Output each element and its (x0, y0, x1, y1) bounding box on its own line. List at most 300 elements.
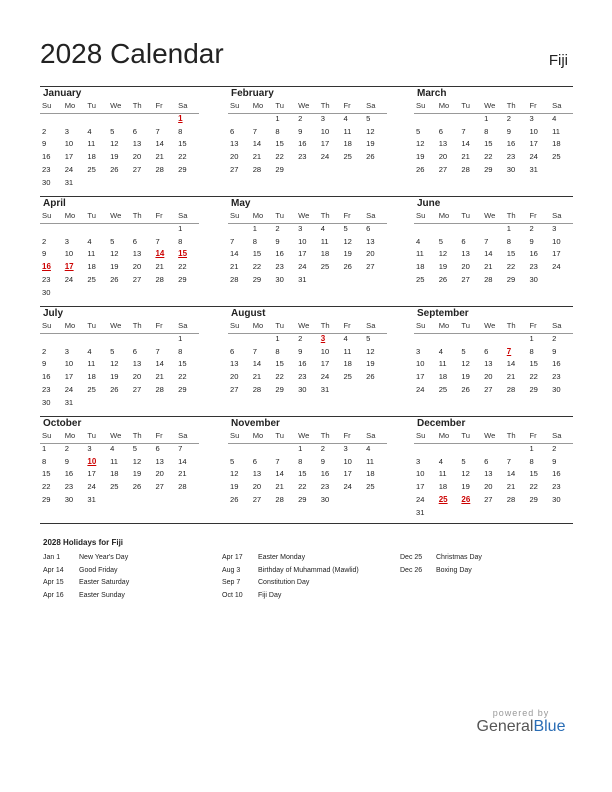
day-cell: 27 (230, 164, 239, 174)
month-march (414, 88, 573, 198)
day-cell: 15 (529, 469, 538, 479)
day-cell: 7 (461, 126, 466, 136)
weekday-label: Th (132, 321, 142, 330)
day-cell: 8 (484, 126, 489, 136)
weekday-label: We (110, 431, 122, 440)
day-cell: 28 (230, 274, 239, 284)
section-rule (40, 86, 573, 87)
empty-cell (176, 494, 199, 507)
brand-name-a: General (476, 718, 534, 735)
day-cell: 30 (552, 494, 561, 504)
weekday-label: Th (320, 101, 330, 110)
day-cell: 19 (366, 139, 375, 149)
day-cell: 6 (484, 456, 489, 466)
day-cell: 27 (132, 384, 142, 394)
empty-cell (108, 223, 131, 236)
empty-cell (131, 177, 154, 190)
day-cell: 28 (484, 274, 493, 284)
day-cell: 29 (178, 274, 187, 284)
weekday-underline (414, 223, 573, 224)
day-cell: 3 (298, 223, 303, 233)
weekday-label: We (484, 321, 496, 330)
day-cell: 2 (42, 346, 47, 356)
week-row (414, 248, 573, 261)
day-cell: 21 (252, 372, 262, 382)
week-row (40, 113, 199, 126)
day-cell: 28 (275, 494, 284, 504)
holiday-entry (43, 577, 175, 590)
week-row (40, 456, 199, 469)
day-cell: 27 (155, 482, 164, 492)
day-cell: 30 (529, 274, 538, 284)
day-cell: 5 (343, 223, 348, 233)
day-cell: 22 (484, 152, 493, 162)
empty-cell (85, 333, 108, 346)
day-cell: 13 (155, 456, 164, 466)
day-cell: 21 (484, 262, 493, 272)
week-row (228, 113, 387, 126)
day-cell: 12 (366, 346, 375, 356)
empty-cell (251, 113, 274, 126)
week-row (40, 333, 199, 346)
day-cell: 12 (416, 139, 425, 149)
day-cell: 7 (275, 456, 280, 466)
day-cell: 25 (87, 384, 96, 394)
holiday-date: Dec 25 (400, 554, 423, 561)
day-cell: 29 (275, 164, 284, 174)
weekday-label: Fr (155, 101, 163, 110)
empty-cell (414, 113, 437, 126)
weekday-label: Su (42, 101, 52, 110)
empty-cell (108, 287, 131, 300)
empty-cell (40, 113, 63, 126)
weekday-label: Su (42, 211, 52, 220)
day-cell: 3 (416, 346, 421, 356)
day-cell: 14 (506, 359, 516, 369)
day-cell: 22 (178, 262, 187, 272)
day-cell: 11 (320, 236, 329, 246)
day-cell: 27 (461, 274, 470, 284)
day-cell: 23 (506, 152, 516, 162)
month-name: March (417, 88, 447, 99)
week-row (40, 236, 199, 249)
day-cell: 29 (178, 384, 187, 394)
week-row (40, 248, 199, 261)
day-cell: 3 (87, 443, 92, 453)
day-cell: 7 (252, 126, 257, 136)
weekday-header (40, 100, 199, 113)
week-row (228, 164, 387, 177)
day-cell: 30 (506, 164, 516, 174)
week-row (228, 456, 387, 469)
weekday-header (228, 100, 387, 113)
day-cell: 20 (366, 249, 375, 259)
day-cell: 25 (552, 152, 561, 162)
day-cell: 16 (506, 139, 516, 149)
empty-cell (550, 164, 573, 177)
day-cell: 25 (87, 274, 96, 284)
empty-cell (437, 443, 460, 456)
day-cell: 20 (230, 372, 239, 382)
month-name: June (417, 198, 441, 209)
month-september (414, 308, 573, 418)
day-cell: 21 (461, 152, 470, 162)
empty-cell (364, 494, 387, 507)
day-cell: 10 (320, 126, 330, 136)
week-row (414, 138, 573, 151)
empty-cell (153, 333, 176, 346)
day-cell: 4 (416, 236, 421, 246)
day-cell: 20 (155, 469, 164, 479)
day-cell: 26 (110, 164, 119, 174)
empty-cell (153, 287, 176, 300)
empty-cell (63, 333, 86, 346)
empty-cell (550, 507, 573, 520)
weekday-label: Mo (252, 101, 264, 110)
holiday-entry (43, 552, 175, 565)
day-cell: 18 (110, 469, 119, 479)
day-cell: 11 (87, 249, 96, 259)
week-row (40, 494, 199, 507)
empty-cell (131, 223, 154, 236)
day-cell: 7 (155, 126, 160, 136)
day-cell: 14 (178, 456, 187, 466)
day-cell: 17 (64, 372, 74, 382)
day-cell: 13 (132, 249, 142, 259)
holiday-day: 25 (438, 494, 448, 504)
day-cell: 27 (252, 494, 262, 504)
day-cell: 8 (252, 236, 257, 246)
day-cell: 31 (416, 507, 425, 517)
empty-cell (153, 397, 176, 410)
day-cell: 23 (552, 372, 561, 382)
weekday-label: Fr (155, 321, 163, 330)
day-cell: 12 (461, 359, 470, 369)
day-cell: 19 (132, 469, 142, 479)
weekday-label: We (298, 321, 310, 330)
week-row (40, 261, 199, 274)
empty-cell (437, 223, 460, 236)
day-cell: 1 (506, 223, 511, 233)
empty-cell (228, 223, 251, 236)
month-december (414, 418, 573, 528)
empty-cell (319, 164, 342, 177)
day-cell: 19 (343, 249, 352, 259)
day-cell: 14 (461, 139, 470, 149)
week-row (414, 371, 573, 384)
day-cell: 9 (42, 249, 47, 259)
weekday-underline (40, 223, 199, 224)
day-cell: 31 (87, 494, 96, 504)
holiday-date: Apr 16 (43, 591, 64, 599)
day-cell: 4 (87, 236, 92, 246)
empty-cell (63, 287, 86, 300)
holiday-entry (222, 577, 398, 590)
empty-cell (459, 507, 482, 520)
day-cell: 14 (275, 469, 284, 479)
week-row (228, 371, 387, 384)
empty-cell (228, 113, 251, 126)
day-cell: 25 (343, 152, 352, 162)
day-cell: 6 (461, 236, 466, 246)
day-cell: 16 (64, 469, 74, 479)
weekday-label: Th (320, 431, 330, 440)
empty-cell (85, 177, 108, 190)
weekday-label: Tu (461, 321, 470, 330)
day-cell: 27 (484, 494, 493, 504)
weekday-header (414, 320, 573, 333)
day-cell: 24 (298, 262, 307, 272)
day-cell: 30 (64, 494, 74, 504)
empty-cell (85, 397, 108, 410)
weekday-header (40, 210, 199, 223)
day-cell: 20 (230, 152, 239, 162)
day-cell: 23 (42, 384, 51, 394)
day-cell: 21 (506, 372, 516, 382)
week-row (40, 223, 199, 236)
day-cell: 23 (42, 164, 51, 174)
holiday-entry (222, 565, 398, 578)
day-cell: 15 (506, 249, 516, 259)
weekday-label: Tu (275, 431, 284, 440)
day-cell: 6 (230, 346, 235, 356)
empty-cell (527, 507, 550, 520)
day-cell: 8 (529, 456, 534, 466)
weekday-underline (228, 443, 387, 444)
weekday-label: Fr (529, 101, 537, 110)
holiday-column (222, 552, 398, 602)
day-cell: 2 (529, 223, 534, 233)
brand-name-b: Blue (533, 718, 566, 735)
day-cell: 27 (132, 164, 142, 174)
weekday-label: Tu (87, 101, 96, 110)
day-cell: 5 (366, 113, 371, 123)
day-cell: 2 (298, 333, 303, 343)
brand-logo[interactable] (474, 708, 568, 736)
day-cell: 11 (438, 359, 447, 369)
week-row (414, 164, 573, 177)
weekday-label: Th (132, 431, 142, 440)
powered-by-text: powered by (492, 708, 550, 718)
weekday-label: We (298, 101, 310, 110)
day-cell: 31 (64, 397, 74, 407)
empty-cell (108, 494, 131, 507)
holiday-day: 14 (155, 249, 165, 259)
day-cell: 26 (110, 274, 119, 284)
holiday-date: Apr 17 (222, 554, 243, 561)
day-cell: 8 (275, 346, 280, 356)
day-cell: 28 (506, 384, 516, 394)
empty-cell (459, 333, 482, 346)
weekday-label: Tu (461, 431, 470, 440)
empty-cell (341, 494, 364, 507)
day-cell: 9 (64, 456, 69, 466)
day-cell: 17 (64, 152, 74, 162)
day-cell: 24 (343, 482, 352, 492)
day-cell: 29 (484, 164, 493, 174)
week-row (228, 261, 387, 274)
day-cell: 2 (42, 236, 47, 246)
empty-cell (505, 333, 528, 346)
day-cell: 4 (438, 456, 443, 466)
day-cell: 13 (132, 359, 142, 369)
weekday-label: Mo (438, 431, 450, 440)
page-title: 2028 Calendar (40, 38, 224, 69)
weekday-label: We (298, 431, 310, 440)
day-cell: 13 (438, 139, 448, 149)
day-cell: 28 (506, 494, 516, 504)
weekday-label: Su (230, 431, 240, 440)
day-cell: 8 (178, 346, 183, 356)
day-cell: 18 (366, 469, 375, 479)
month-name: August (231, 308, 266, 319)
day-cell: 21 (230, 262, 239, 272)
day-cell: 17 (416, 372, 425, 382)
weekday-label: We (484, 431, 496, 440)
empty-cell (63, 223, 86, 236)
empty-cell (482, 443, 505, 456)
weekday-underline (414, 443, 573, 444)
day-cell: 13 (484, 359, 493, 369)
day-cell: 9 (529, 236, 534, 246)
day-cell: 23 (64, 482, 74, 492)
weekday-label: Th (506, 321, 516, 330)
day-cell: 30 (552, 384, 561, 394)
day-cell: 12 (343, 236, 352, 246)
week-row (414, 261, 573, 274)
weekday-label: Fr (343, 101, 351, 110)
weekday-label: Th (320, 211, 330, 220)
weekday-label: Su (416, 321, 426, 330)
day-cell: 6 (230, 126, 235, 136)
weekday-label: Sa (178, 211, 188, 220)
week-row (228, 126, 387, 139)
day-cell: 14 (252, 139, 262, 149)
week-row (414, 274, 573, 287)
day-cell: 4 (552, 113, 557, 123)
day-cell: 28 (155, 384, 164, 394)
day-cell: 17 (87, 469, 96, 479)
empty-cell (482, 333, 505, 346)
day-cell: 11 (343, 126, 352, 136)
weekday-label: Tu (461, 211, 470, 220)
day-cell: 27 (438, 164, 448, 174)
week-row (414, 494, 573, 507)
day-cell: 20 (132, 262, 142, 272)
holiday-date: Dec 26 (400, 566, 423, 574)
week-row (228, 494, 387, 507)
empty-cell (131, 287, 154, 300)
week-row (414, 468, 573, 481)
day-cell: 25 (366, 482, 375, 492)
week-row (414, 113, 573, 126)
day-cell: 12 (110, 139, 119, 149)
day-cell: 3 (343, 443, 348, 453)
day-cell: 1 (484, 113, 489, 123)
day-cell: 9 (320, 456, 325, 466)
week-row (40, 346, 199, 359)
empty-cell (108, 333, 131, 346)
day-cell: 4 (343, 113, 348, 123)
day-cell: 23 (42, 274, 51, 284)
holiday-column (43, 552, 175, 602)
month-july (40, 308, 199, 418)
week-row (40, 397, 199, 410)
day-cell: 11 (416, 249, 424, 259)
week-row (414, 443, 573, 456)
month-name: April (43, 198, 66, 209)
holiday-name: Fiji Day (258, 591, 282, 599)
day-cell: 1 (298, 443, 303, 453)
week-row (414, 507, 573, 520)
day-cell: 23 (298, 372, 307, 382)
week-row (228, 333, 387, 346)
weekday-label: Sa (552, 321, 562, 330)
day-cell: 18 (87, 372, 96, 382)
weekday-label: Th (132, 101, 142, 110)
day-cell: 6 (155, 443, 160, 453)
holiday-date: Apr 14 (43, 566, 64, 574)
day-cell: 19 (230, 482, 239, 492)
day-cell: 3 (416, 456, 421, 466)
empty-cell (131, 494, 154, 507)
day-cell: 24 (552, 262, 561, 272)
week-row (40, 138, 199, 151)
week-row (228, 274, 387, 287)
day-cell: 22 (42, 482, 51, 492)
weekday-label: Th (506, 431, 516, 440)
day-cell: 1 (529, 443, 534, 453)
day-cell: 28 (155, 164, 164, 174)
empty-cell (414, 333, 437, 346)
holiday-entry (400, 565, 516, 578)
weekday-label: We (110, 101, 122, 110)
day-cell: 26 (230, 494, 239, 504)
weekday-header (228, 210, 387, 223)
day-cell: 12 (438, 249, 448, 259)
day-cell: 11 (438, 469, 447, 479)
day-cell: 16 (42, 152, 51, 162)
empty-cell (364, 274, 387, 287)
day-cell: 7 (230, 236, 235, 246)
day-cell: 14 (484, 249, 493, 259)
week-row (228, 358, 387, 371)
day-cell: 11 (552, 126, 561, 136)
week-row (414, 358, 573, 371)
month-name: February (231, 88, 274, 99)
holiday-entry (400, 552, 516, 565)
day-cell: 28 (252, 164, 262, 174)
day-cell: 18 (343, 359, 352, 369)
day-cell: 6 (132, 346, 137, 356)
weekday-label: Fr (343, 321, 351, 330)
day-cell: 1 (275, 333, 280, 343)
empty-cell (108, 397, 131, 410)
empty-cell (131, 113, 154, 126)
day-cell: 24 (416, 494, 425, 504)
month-name: December (417, 418, 466, 429)
weekday-label: Su (230, 321, 240, 330)
day-cell: 9 (42, 139, 47, 149)
week-row (40, 371, 199, 384)
empty-cell (85, 223, 108, 236)
day-cell: 26 (461, 384, 470, 394)
week-row (40, 164, 199, 177)
day-cell: 4 (87, 126, 92, 136)
weekday-label: Fr (529, 211, 537, 220)
empty-cell (153, 113, 176, 126)
day-cell: 21 (155, 152, 164, 162)
